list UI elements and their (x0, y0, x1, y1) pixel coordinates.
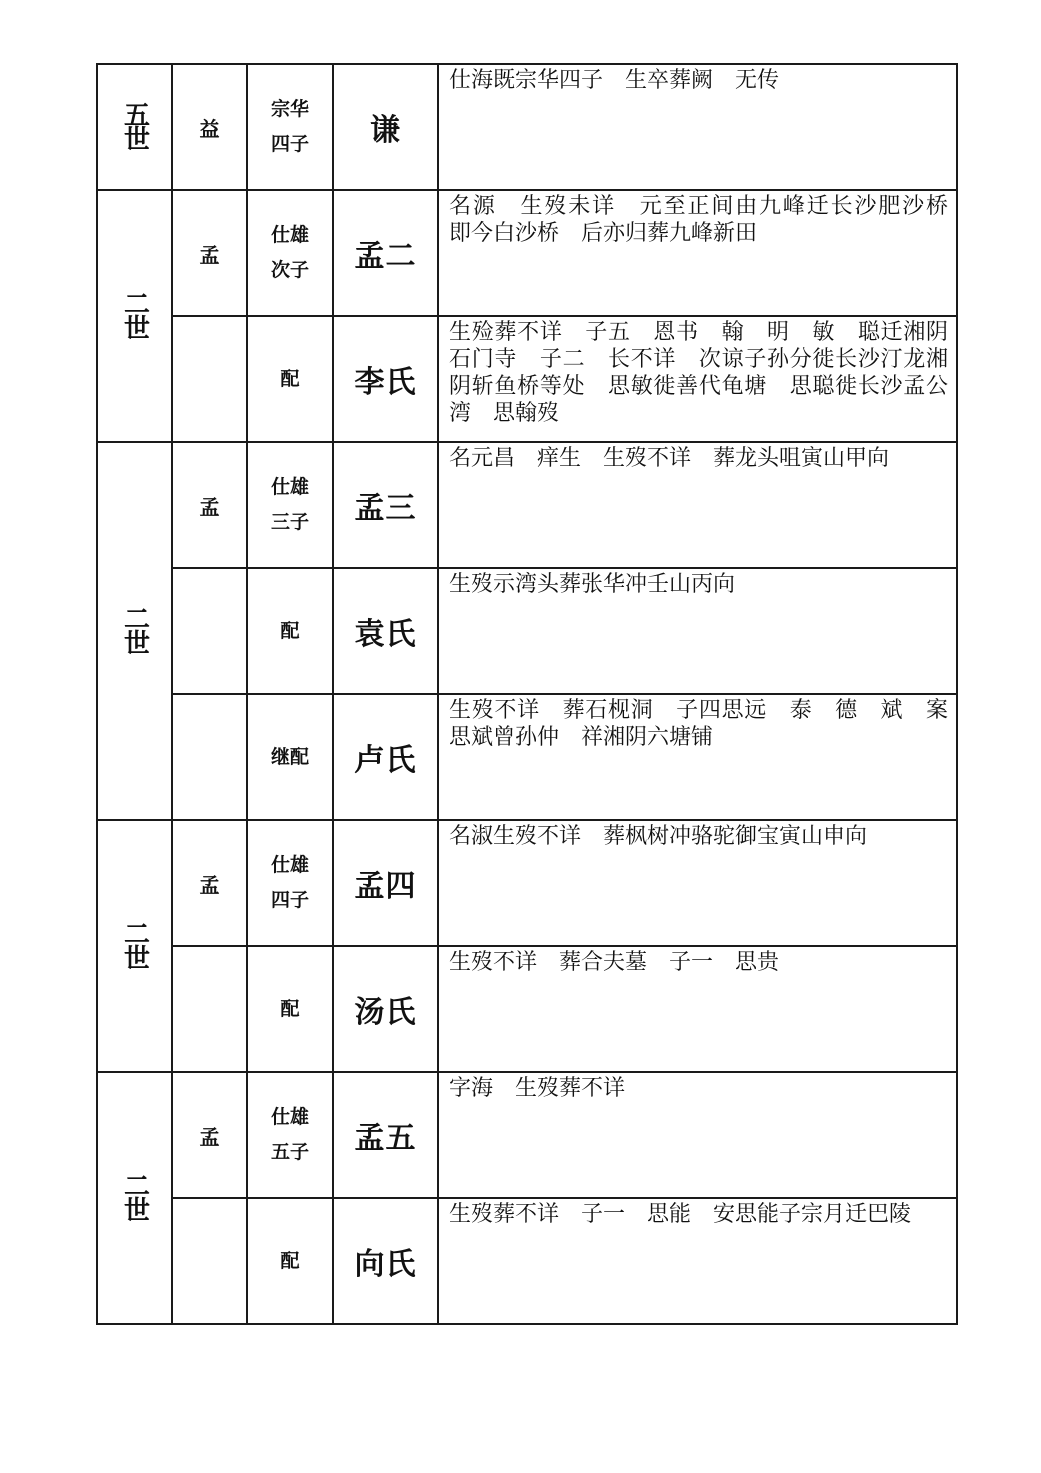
table-row (97, 442, 957, 568)
name-cell (333, 316, 438, 442)
person-description: 生歿不详 葬合夫墓 子一 思贵 (449, 950, 780, 975)
person-name: 汤氏 (354, 995, 417, 1030)
table-row (97, 190, 957, 316)
relation-cell (247, 1072, 333, 1198)
generation-label: 五世 (119, 101, 150, 149)
prefix-cell (172, 64, 247, 190)
generation-character: 孟 (199, 242, 220, 267)
relation-label: 仕雄次子 (270, 224, 309, 281)
relation-label: 继配 (270, 745, 309, 768)
name-cell (333, 1072, 438, 1198)
description-cell (438, 820, 957, 946)
prefix-cell (172, 820, 247, 946)
relation-cell (247, 442, 333, 568)
description-cell (438, 946, 957, 1072)
description-cell (438, 442, 957, 568)
description-cell (438, 64, 957, 190)
prefix-cell (172, 442, 247, 568)
generation-character: 孟 (199, 494, 220, 519)
person-name: 李氏 (354, 365, 417, 400)
generation-label: 二世 (119, 920, 150, 968)
generation-cell (97, 64, 172, 190)
generation-character: 益 (199, 116, 220, 141)
person-name: 孟四 (354, 869, 417, 904)
relation-cell (247, 820, 333, 946)
name-cell (333, 568, 438, 694)
generation-label: 二世 (119, 290, 150, 338)
table-row (97, 694, 957, 820)
description-cell (438, 694, 957, 820)
person-description: 仕海既宗华四子 生卒葬阙 无传 (449, 68, 780, 93)
description-cell (438, 1198, 957, 1324)
prefix-cell (172, 946, 247, 1072)
description-cell (438, 316, 957, 442)
person-description: 名元昌 痒生 生歿不详 葬龙头咀寅山甲向 (449, 446, 890, 471)
name-cell (333, 1198, 438, 1324)
relation-cell (247, 316, 333, 442)
table-row (97, 568, 957, 694)
description-cell (438, 568, 957, 694)
prefix-cell (172, 316, 247, 442)
generation-cell (97, 190, 172, 442)
prefix-cell (172, 694, 247, 820)
person-name: 谦 (370, 113, 401, 148)
generation-character: 孟 (199, 872, 220, 897)
relation-cell (247, 568, 333, 694)
person-description: 名源 生歿未详 元至正间由九峰迁长沙肥沙桥 即今白沙桥 后亦归葬九峰新田 (449, 194, 971, 246)
prefix-cell (172, 1198, 247, 1324)
person-description: 生歿示湾头葬张华冲壬山丙向 (449, 572, 736, 597)
relation-label: 仕雄四子 (270, 854, 309, 911)
relation-label: 仕雄三子 (270, 476, 309, 533)
relation-label: 配 (280, 997, 300, 1020)
name-cell (333, 946, 438, 1072)
person-name: 向氏 (354, 1247, 417, 1282)
table-row (97, 316, 957, 442)
person-name: 卢氏 (354, 743, 417, 778)
person-description: 名淑生歿不详 葬枫树冲骆驼御宝寅山申向 (449, 824, 868, 849)
table-row (97, 946, 957, 1072)
table-row (97, 64, 957, 190)
relation-label: 配 (280, 619, 300, 642)
generation-label: 二世 (119, 605, 150, 653)
genealogy-table (96, 63, 971, 1325)
person-name: 孟二 (354, 239, 417, 274)
relation-cell (247, 64, 333, 190)
generation-cell (97, 442, 172, 820)
generation-cell (97, 820, 172, 1072)
person-description: 生殓葬不详 子五 恩书 翰 明 敏 聪迁湘阴石门寺 子二 长不详 次谅子孙分徙长沙汀龙湘阴斩鱼桥等处 思敏徙善代龟塘 思聪徙长沙孟公湾 思翰歿 (449, 320, 948, 426)
relation-label: 宗华四子 (270, 98, 309, 155)
generation-cell (97, 1072, 172, 1324)
generation-character: 孟 (199, 1124, 220, 1149)
person-description: 字海 生歿葬不详 (449, 1076, 626, 1101)
relation-cell (247, 694, 333, 820)
relation-cell (247, 1198, 333, 1324)
name-cell (333, 820, 438, 946)
name-cell (333, 64, 438, 190)
prefix-cell (172, 1072, 247, 1198)
prefix-cell (172, 568, 247, 694)
prefix-cell (172, 190, 247, 316)
relation-cell (247, 946, 333, 1072)
table-row (97, 820, 957, 946)
relation-label: 配 (280, 367, 300, 390)
description-cell (438, 190, 971, 316)
name-cell (333, 442, 438, 568)
person-name: 袁氏 (354, 617, 417, 652)
name-cell (333, 190, 438, 316)
table-row (97, 1198, 957, 1324)
relation-cell (247, 190, 333, 316)
person-name: 孟五 (354, 1121, 417, 1156)
description-cell (438, 1072, 957, 1198)
person-description: 生歿葬不详 子一 思能 安思能子宗月迁巴陵 (449, 1202, 912, 1227)
person-description: 生歿不详 葬石枧洞 子四思远 泰 德 斌 案思斌曾孙仲 祥湘阴六塘铺 (449, 698, 948, 750)
relation-label: 仕雄五子 (270, 1106, 309, 1163)
generation-label: 二世 (119, 1172, 150, 1220)
name-cell (333, 694, 438, 820)
person-name: 孟三 (354, 491, 417, 526)
relation-label: 配 (280, 1249, 300, 1272)
table-row (97, 1072, 957, 1198)
